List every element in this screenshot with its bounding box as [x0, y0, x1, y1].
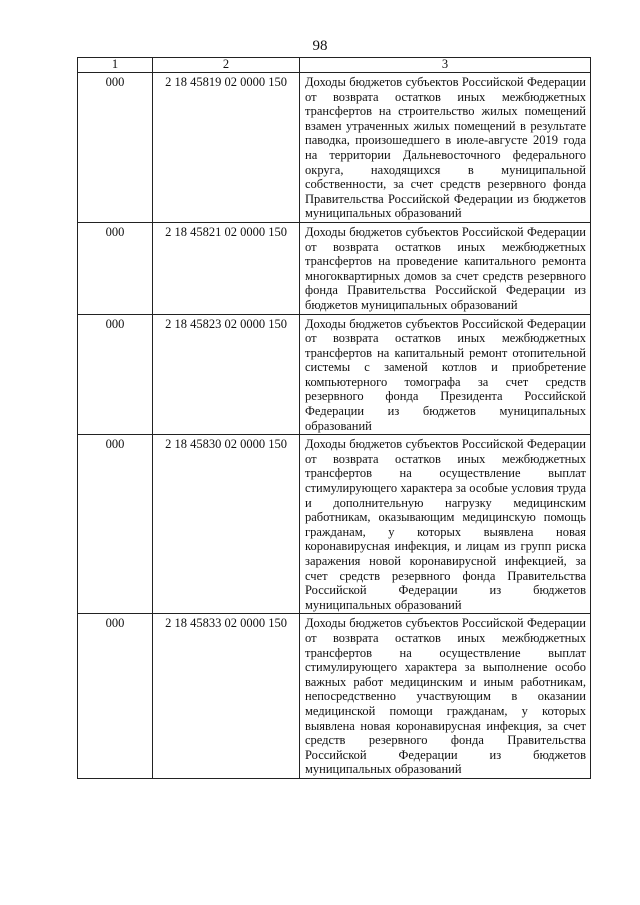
income-code-cell: 2 18 45821 02 0000 150 — [153, 222, 300, 314]
description-cell: Доходы бюджетов субъектов Российской Федерации от возврата остатков иных межбюджетных трансфертов на капитальный ремонт отопительной системы с заменой котлов и приобретение компьютерного томографа за счет средств резервного фонда Президента Российской Федерации из бюджетов муниципальных образований — [300, 314, 591, 435]
column-header-2: 2 — [153, 58, 300, 73]
page-number: 98 — [312, 38, 328, 54]
table-header-row — [78, 58, 591, 73]
admin-code-cell: 000 — [78, 435, 153, 614]
admin-code-cell: 000 — [78, 222, 153, 314]
income-code-cell: 2 18 45823 02 0000 150 — [153, 314, 300, 435]
budget-income-table — [77, 57, 591, 779]
description-cell: Доходы бюджетов субъектов Российской Федерации от возврата остатков иных межбюджетных трансфертов на осуществление выплат стимулирующего характера за выполнение особо важных работ медицинским и иным работникам, непосредственно участвующим в оказании медицинской помощи гражданам, у которых выявлена новая коронавирусная инфекция, за счет средств резервного фонда Правительства Российской Федерации из бюджетов муниципальных образований — [300, 614, 591, 779]
column-header-1: 1 — [78, 58, 153, 73]
income-code-cell: 2 18 45833 02 0000 150 — [153, 614, 300, 779]
table-row — [78, 314, 591, 435]
description-cell: Доходы бюджетов субъектов Российской Федерации от возврата остатков иных межбюджетных трансфертов на осуществление выплат стимулирующего характера за особые условия труда и дополнительную нагрузку медицинским работникам, оказывающим медицинскую помощь гражданам, у которых выявлена новая коронавирусная инфекция, и лицам из групп риска заражения новой коронавирусной инфекцией, за счет средств резервного фонда Правительства Российской Федерации из бюджетов муниципальных образований — [300, 435, 591, 614]
table-row — [78, 222, 591, 314]
table-row — [78, 73, 591, 223]
income-code-cell: 2 18 45819 02 0000 150 — [153, 73, 300, 223]
admin-code-cell: 000 — [78, 614, 153, 779]
admin-code-cell: 000 — [78, 314, 153, 435]
description-cell: Доходы бюджетов субъектов Российской Федерации от возврата остатков иных межбюджетных трансфертов на проведение капитального ремонта многоквартирных домов за счет средств резервного фонда Правительства Российской Федерации из бюджетов муниципальных образований — [300, 222, 591, 314]
income-code-cell: 2 18 45830 02 0000 150 — [153, 435, 300, 614]
admin-code-cell: 000 — [78, 73, 153, 223]
table-row — [78, 435, 591, 614]
column-header-3: 3 — [300, 58, 591, 73]
table-row — [78, 614, 591, 779]
description-cell: Доходы бюджетов субъектов Российской Федерации от возврата остатков иных межбюджетных трансфертов на строительство жилых помещений взамен утраченных жилых помещений в результате паводка, произошедшего в июле-августе 2019 года на территории Дальневосточного федерального округа, находящихся в муниципальной собственности, за счет средств резервного фонда Правительства Российской Федерации из бюджетов муниципальных образований — [300, 73, 591, 223]
